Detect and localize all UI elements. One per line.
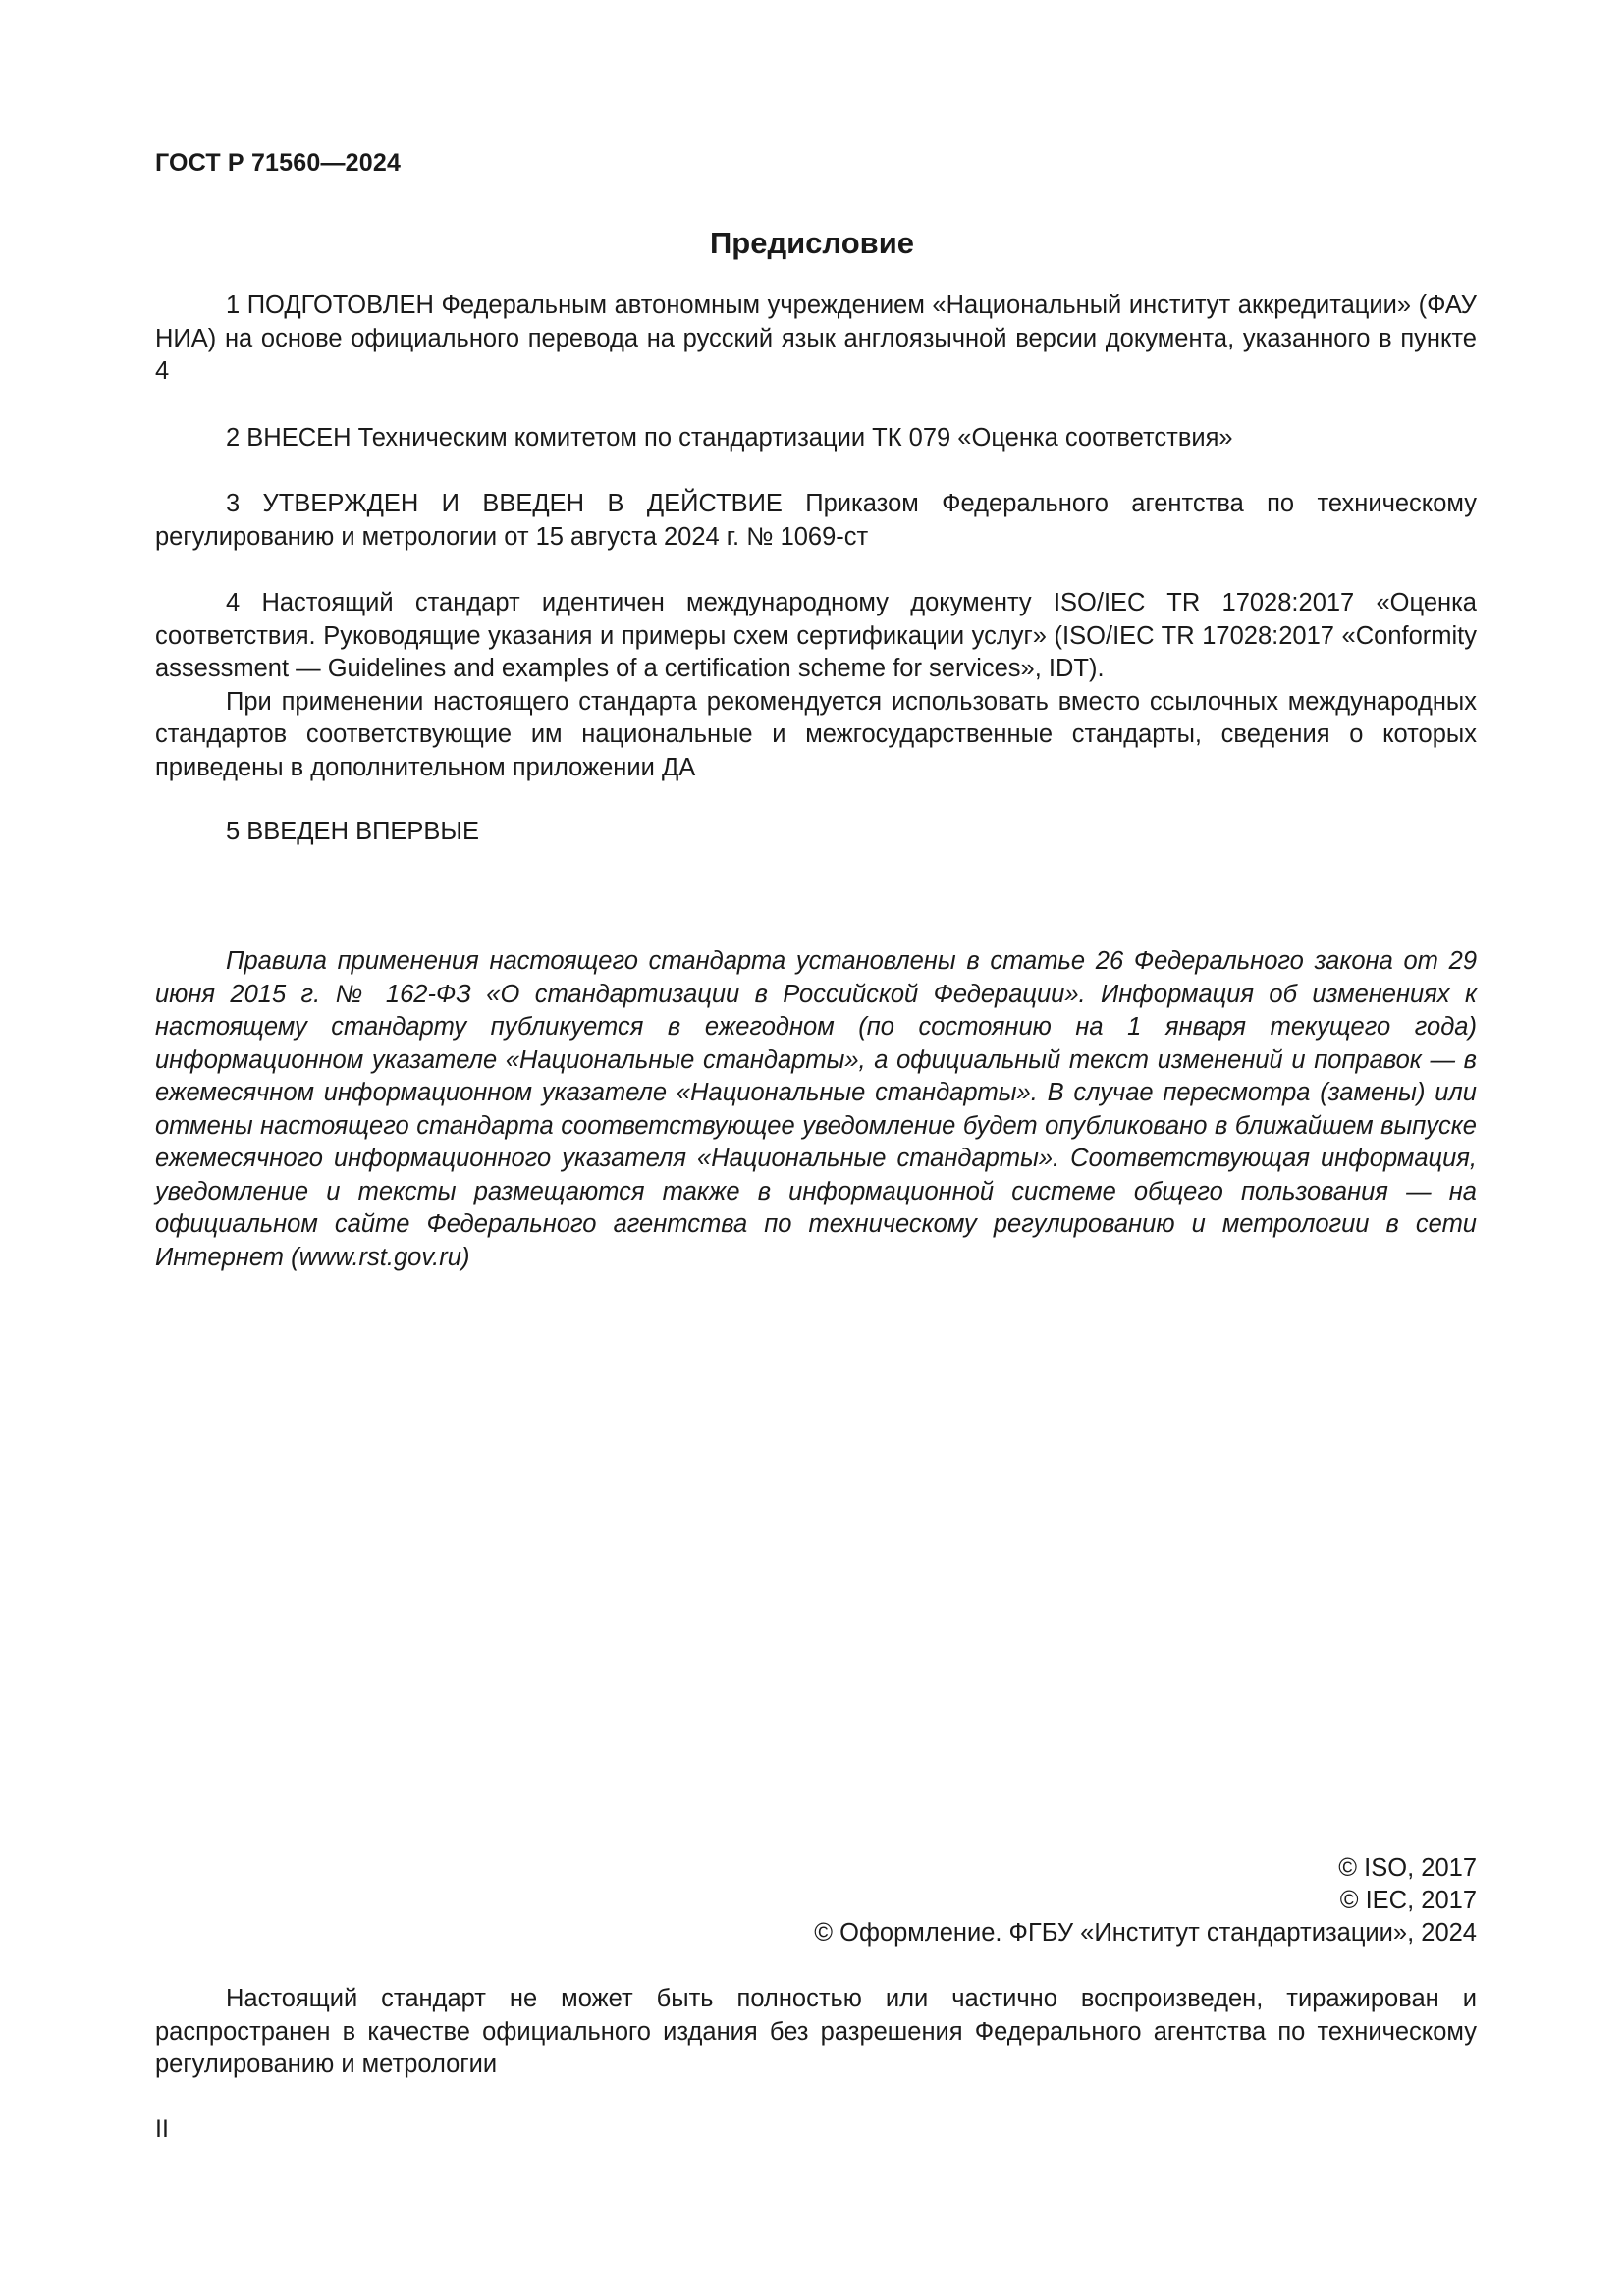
foreword-item-2-text: 2 ВНЕСЕН Техническим комитетом по стандартизации ТК 079 «Оценка соответствия» xyxy=(226,424,1233,452)
foreword-item-5-text: 5 ВВЕДЕН ВПЕРВЫЕ xyxy=(226,818,480,845)
copyright-iso: © ISO, 2017 xyxy=(1338,1854,1477,1882)
copyright-iec: © IEC, 2017 xyxy=(1339,1887,1477,1914)
foreword-item-3-text: 3 УТВЕРЖДЕН И ВВЕДЕН В ДЕЙСТВИЕ Приказом Федерального агентства по техническому регулированию и метрологии от 15 августа 2024 г. № 1069-ст xyxy=(155,490,1477,551)
foreword-item-1 xyxy=(155,290,1477,389)
document-code: ГОСТ Р 71560—2024 xyxy=(155,149,402,177)
application-rules-notice xyxy=(155,945,1477,1274)
reproduction-notice-text: Настоящий стандарт не может быть полностью или частично воспроизведен, тиражирован и распространен в качестве официального издания без разрешения Федерального агентства по техническому регулированию и метрологии xyxy=(155,1985,1477,2078)
page-number: II xyxy=(155,2115,169,2143)
foreword-item-2 xyxy=(155,422,1477,455)
foreword-item-4-note: При применении настоящего стандарта рекомендуется использовать вместо ссылочных международных стандартов соответствующие им национальные и межгосударственные стандарты, сведения о которых приведены в дополнительном приложении ДА xyxy=(155,687,1477,781)
foreword-item-4 xyxy=(155,587,1477,784)
foreword-item-1-text: 1 ПОДГОТОВЛЕН Федеральным автономным учреждением «Национальный институт аккредитации» (ФАУ НИА) на основе официального перевода на русский язык англоязычной версии документа, указанного в пункте 4 xyxy=(155,292,1477,385)
reproduction-notice xyxy=(155,1983,1477,2082)
copyright-block xyxy=(814,1852,1477,1949)
foreword-item-3 xyxy=(155,488,1477,554)
copyright-design: © Оформление. ФГБУ «Институт стандартизации», 2024 xyxy=(814,1919,1477,1947)
foreword-item-4-text: 4 Настоящий стандарт идентичен международному документу ISO/IEC TR 17028:2017 «Оценка соответствия. Руководящие указания и примеры схем сертификации услуг» (ISO/IEC TR 17028:2017 «Conformity assessment — Guidelines and examples of a certification scheme for services», IDT). xyxy=(155,589,1477,682)
page-title: Предисловие xyxy=(709,226,914,260)
application-rules-text: Правила применения настоящего стандарта установлены в статье 26 Федерального закона от 29 июня 2015 г. № 162-ФЗ «О стандартизации в Российской Федерации». Информация об изменениях к настоящему стандарту публикуется в ежегодном (по состоянию на 1 января текущего года) информационном указателе «Национальные стандарты», а официальный текст изменений и поправок — в ежемесячном информационном указателе «Национальные стандарты». В случае пересмотра (замены) или отмены настоящего стандарта соответствующее уведомление будет опубликовано в ближайшем выпуске ежемесячного информационного указателя «Национальные стандарты». Соответствующая информация, уведомление и тексты размещаются также в информационной системе общего пользования — на официальном сайте Федерального агентства по техническому регулированию и метрологии в сети Интернет (www.rst.gov.ru) xyxy=(155,947,1477,1271)
foreword-item-5 xyxy=(155,816,1477,849)
